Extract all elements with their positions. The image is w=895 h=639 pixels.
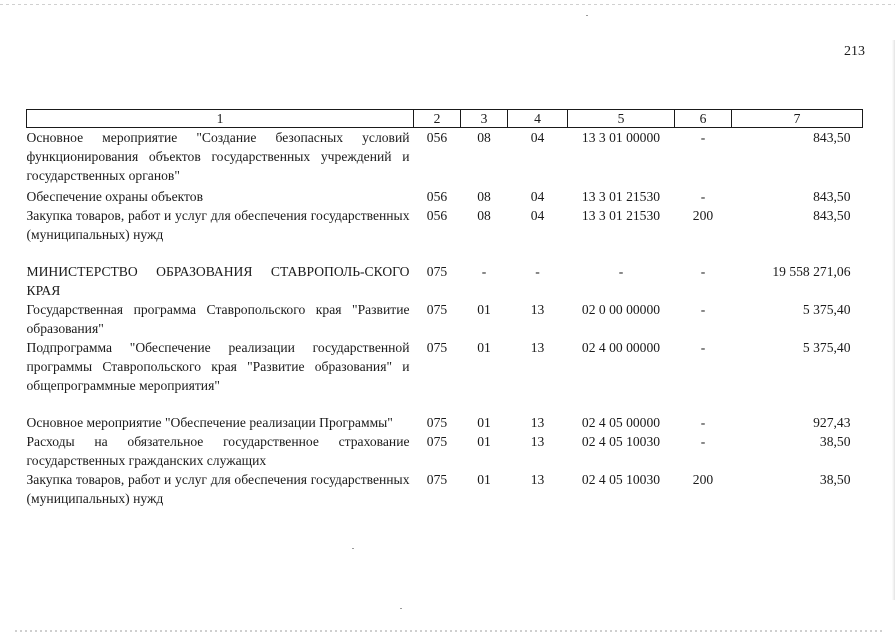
row-section: 01 <box>477 340 491 355</box>
row-target-article: 02 0 00 00000 <box>581 302 661 317</box>
row-amount: 843,50 <box>813 130 851 145</box>
table-row <box>27 300 863 338</box>
column-header: 2 <box>414 110 461 128</box>
row-expense-type: - <box>700 340 706 355</box>
row-amount: 5 375,40 <box>802 340 851 355</box>
row-section: 01 <box>477 302 491 317</box>
row-subsection: 04 <box>530 130 545 145</box>
row-section: - <box>481 264 487 279</box>
row-subsection: 04 <box>530 208 545 223</box>
column-header: 5 <box>568 110 675 128</box>
column-header: 7 <box>732 110 863 128</box>
row-target-article: 13 3 01 21530 <box>581 189 661 204</box>
scan-edge-top <box>0 4 895 5</box>
row-description: Обеспечение охраны объектов <box>26 189 204 204</box>
row-section: 08 <box>477 189 491 204</box>
row-target-article: 13 3 01 21530 <box>581 208 661 223</box>
table-row <box>27 262 863 300</box>
table-row <box>27 206 863 262</box>
row-ministry-code: 056 <box>426 189 448 204</box>
row-subsection: 04 <box>530 189 545 204</box>
column-header: 3 <box>461 110 508 128</box>
row-subsection: 13 <box>530 302 545 317</box>
page-number: 213 <box>844 44 865 59</box>
row-subsection: - <box>535 264 540 279</box>
row-expense-type: - <box>700 189 706 204</box>
row-expense-type: 200 <box>692 208 714 223</box>
row-section: 08 <box>477 208 491 223</box>
row-description: Основное мероприятие "Создание безопасных условий функционирования объектов государственных учреждений и государственных органов" <box>26 130 410 183</box>
scan-speck <box>586 15 588 16</box>
row-expense-type: - <box>700 302 706 317</box>
scan-edge-bottom <box>15 630 885 632</box>
table-row <box>27 187 863 206</box>
table-row <box>27 338 863 413</box>
row-expense-type: - <box>700 130 706 145</box>
row-amount: 19 558 271,06 <box>772 264 851 279</box>
row-amount: 927,43 <box>813 415 851 430</box>
row-section: 01 <box>477 434 491 449</box>
table-row <box>27 413 863 432</box>
row-section: 08 <box>477 130 491 145</box>
column-header: 6 <box>675 110 732 128</box>
row-description: МИНИСТЕРСТВО ОБРАЗОВАНИЯ СТАВРОПОЛЬ-СКОГО КРАЯ <box>26 264 410 298</box>
budget-table <box>26 109 863 508</box>
row-description: Закупка товаров, работ и услуг для обеспечения государственных (муниципальных) нужд <box>26 472 410 506</box>
row-ministry-code: 075 <box>426 415 448 430</box>
table-row <box>27 470 863 508</box>
row-ministry-code: 075 <box>426 302 448 317</box>
row-target-article: 02 4 00 00000 <box>581 340 661 355</box>
row-amount: 38,50 <box>819 434 851 449</box>
row-amount: 38,50 <box>819 472 851 487</box>
row-section: 01 <box>477 415 491 430</box>
row-expense-type: - <box>700 434 706 449</box>
row-amount: 843,50 <box>813 189 851 204</box>
row-subsection: 13 <box>530 434 545 449</box>
row-ministry-code: 056 <box>426 130 448 145</box>
scan-speck <box>400 608 402 609</box>
row-ministry-code: 075 <box>426 340 448 355</box>
row-ministry-code: 075 <box>426 264 448 279</box>
row-subsection: 13 <box>530 472 545 487</box>
row-section: 01 <box>477 472 491 487</box>
row-amount: 5 375,40 <box>802 302 851 317</box>
row-target-article: - <box>618 264 624 279</box>
row-description: Основное мероприятие "Обеспечение реализации Программы" <box>26 415 393 430</box>
row-description: Государственная программа Ставропольского края "Развитие образования" <box>26 302 410 336</box>
table-header-row <box>27 110 863 128</box>
row-ministry-code: 056 <box>426 208 448 223</box>
row-expense-type: - <box>700 264 706 279</box>
column-header: 4 <box>508 110 568 128</box>
row-expense-type: - <box>700 415 706 430</box>
row-description: Расходы на обязательное государственное страхование государственных гражданских служащих <box>26 434 410 468</box>
row-subsection: 13 <box>530 340 545 355</box>
row-ministry-code: 075 <box>426 472 448 487</box>
column-header: 1 <box>27 110 414 128</box>
row-target-article: 02 4 05 10030 <box>581 434 661 449</box>
row-ministry-code: 075 <box>426 434 448 449</box>
scan-speck <box>352 548 354 549</box>
row-expense-type: 200 <box>692 472 714 487</box>
table-row <box>27 432 863 470</box>
row-amount: 843,50 <box>813 208 851 223</box>
row-description: Подпрограмма "Обеспечение реализации государственной программы Ставропольского края "Развитие образования" и общепрограммные мероприятия" <box>26 340 410 393</box>
row-subsection: 13 <box>530 415 545 430</box>
row-target-article: 13 3 01 00000 <box>581 130 661 145</box>
table-row <box>27 128 863 188</box>
row-target-article: 02 4 05 00000 <box>581 415 661 430</box>
row-target-article: 02 4 05 10030 <box>581 472 661 487</box>
row-description: Закупка товаров, работ и услуг для обеспечения государственных (муниципальных) нужд <box>26 208 410 242</box>
